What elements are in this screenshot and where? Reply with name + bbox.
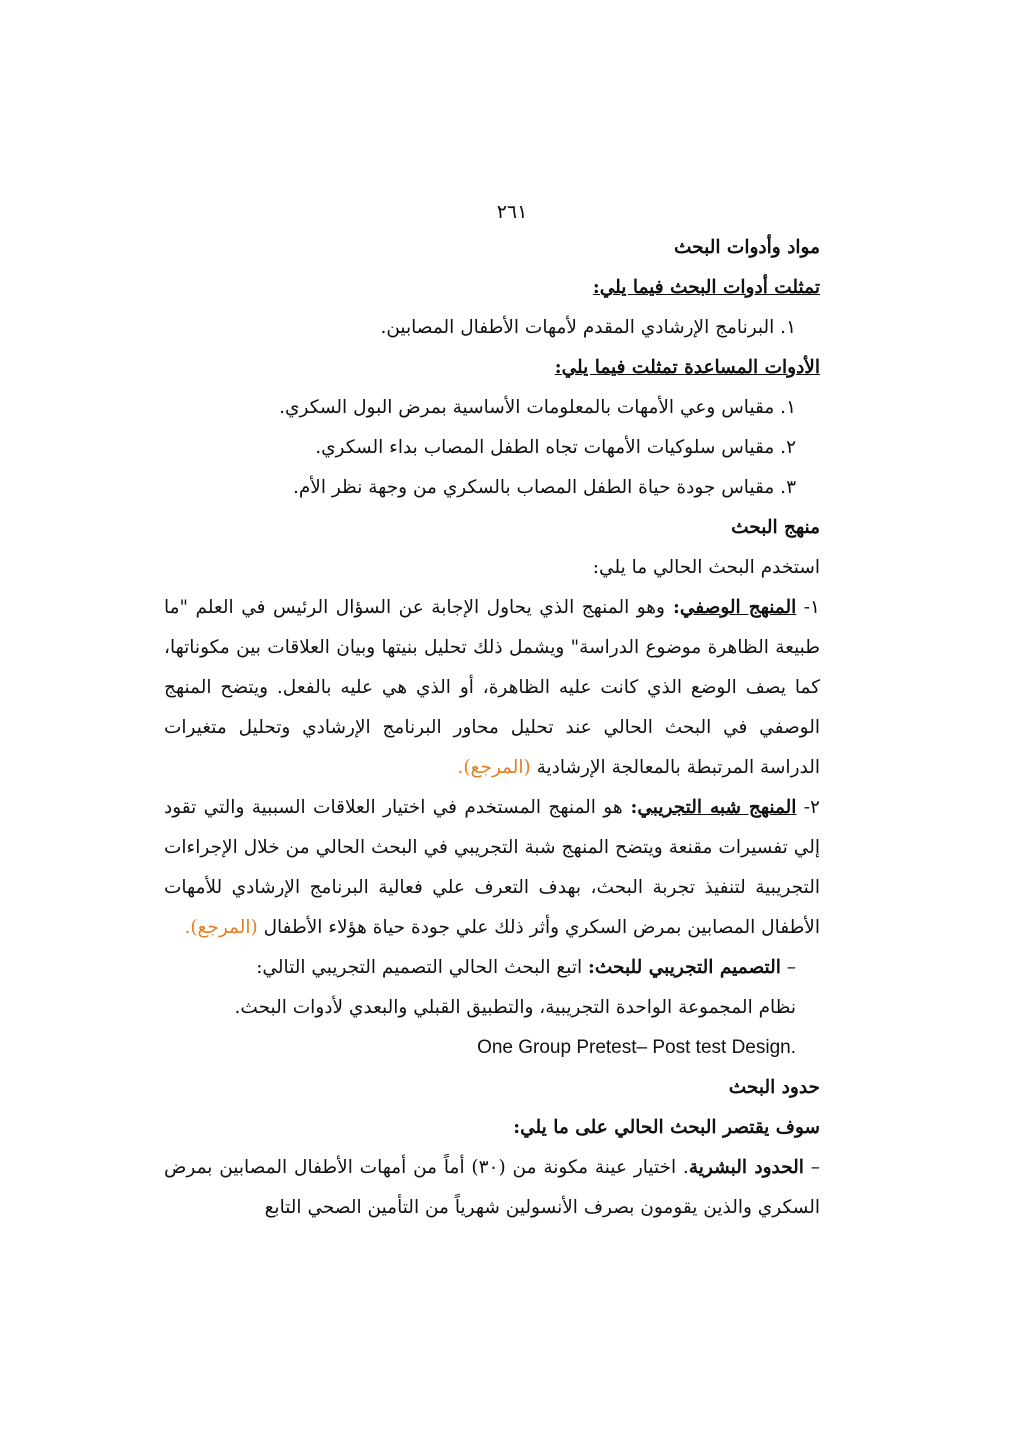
design-english-line: [164, 1028, 820, 1068]
aux-tools-intro: الأدوات المساعدة تمثلت فيما يلي:: [554, 357, 820, 378]
descriptive-number: ١-: [796, 597, 820, 618]
quasi-label: المنهج شبه التجريبي: [637, 797, 797, 818]
human-label: الحدود البشرية: [688, 1157, 804, 1178]
design-english: One Group Pretest– Post test Design.: [477, 1037, 796, 1058]
paragraph-human-limits: [164, 1148, 820, 1228]
tools-intro: تمثلت أدوات البحث فيما يلي:: [592, 277, 820, 298]
design-line-2: نظام المجموعة الواحدة التجريبية، والتطبيق القبلي والبعدي لأدوات البحث.: [234, 997, 796, 1018]
page-number: ٢٦١: [496, 201, 528, 223]
aux-item-1: ١. مقياس وعي الأمهات بالمعلومات الأساسية بمرض البول السكري.: [279, 397, 796, 418]
paragraph-quasi-experimental: [164, 788, 820, 948]
quasi-number: ٢-: [796, 797, 820, 818]
aux-item-2: ٢. مقياس سلوكيات الأمهات تجاه الطفل المصاب بداء السكري.: [315, 437, 796, 458]
design-dash: –: [780, 957, 796, 978]
tool-item-1: ١. البرنامج الإرشادي المقدم لأمهات الأطفال المصابين.: [380, 317, 796, 338]
section-title-limits: حدود البحث: [728, 1077, 820, 1098]
paragraph-descriptive: [164, 588, 820, 788]
design-text: اتبع البحث الحالي التصميم التجريبي التالي:: [256, 957, 589, 978]
descriptive-label: المنهج الوصفي: [679, 597, 797, 618]
descriptive-reference: (المرجع).: [457, 757, 531, 778]
section-title-method: منهج البحث: [731, 517, 820, 538]
aux-item-3: ٣. مقياس جودة حياة الطفل المصاب بالسكري من وجهة نظر الأم.: [292, 477, 796, 498]
human-text: . اختيار عينة مكونة من (٣٠) أماً من أمهات الأطفال المصابين بمرض السكري والذين يقومون بصرف الأنسولين شهرياً من التأمين الصحي التابع: [164, 1157, 820, 1218]
method-intro: استخدم البحث الحالي ما يلي:: [592, 557, 820, 578]
design-line: [164, 948, 820, 988]
human-dash: –: [803, 1157, 820, 1178]
limits-intro: سوف يقتصر البحث الحالي على ما يلي:: [513, 1117, 820, 1138]
document-body: [164, 228, 820, 1228]
descriptive-text: وهو المنهج الذي يحاول الإجابة عن السؤال الرئيس في العلم "ما طبيعة الظاهرة موضوع الدراسة" ويشمل ذلك تحليل بنيتها وبيان العلاقات بين مكوناتها، كما يصف الوضع الذي كانت عليه الظاهرة، أو الذي هي عليه بالفعل. ويتضح المنهج الوصفي في البحث الحالي عند تحليل محاور البرنامج الإرشادي وتحليل متغيرات الدراسة المرتبطة بالمعالجة الإرشادية: [164, 597, 820, 778]
quasi-colon: :: [622, 797, 638, 818]
quasi-reference: (المرجع).: [184, 917, 258, 938]
section-title-materials: مواد وأدوات البحث: [674, 237, 820, 258]
descriptive-colon: :: [664, 597, 680, 618]
quasi-text: هو المنهج المستخدم في اختيار العلاقات السببية والتي تقود إلي تفسيرات مقنعة ويتضح المنهج شبة التجريبي في البحث الحالي من خلال الإجراءات التجريبية لتنفيذ تجربة البحث، بهدف التعرف علي فعالية البرنامج الإرشادي للأمهات الأطفال المصابين بمرض السكري وأثر ذلك علي جودة حياة هؤلاء الأطفال: [164, 797, 820, 938]
design-label: التصميم التجريبي للبحث:: [588, 957, 781, 978]
